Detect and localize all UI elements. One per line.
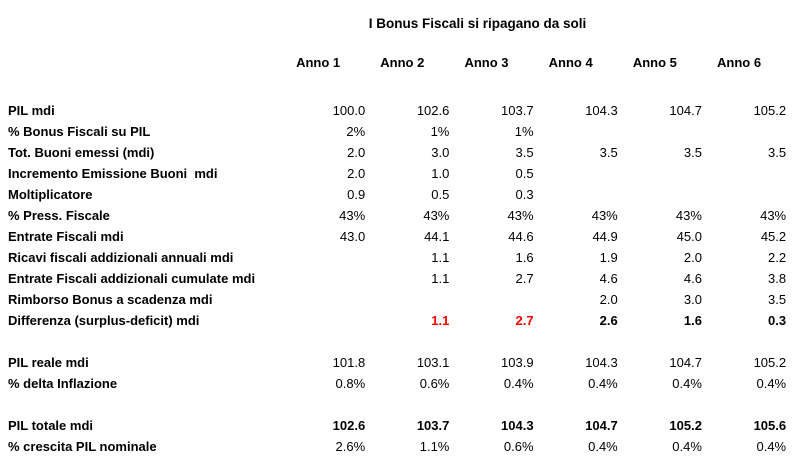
cell: 0.3 <box>515 187 534 202</box>
cell <box>704 184 788 205</box>
cell: 0.6% <box>419 376 450 391</box>
cell: 0.5 <box>431 187 450 202</box>
cell <box>283 268 367 289</box>
table-row <box>8 163 790 184</box>
table-row <box>8 310 790 331</box>
cell: 0.6% <box>503 439 534 454</box>
cell <box>704 394 788 415</box>
cell: 103.7 <box>501 103 534 118</box>
cell: 104.3 <box>501 418 534 433</box>
column-header: Anno 4 <box>548 55 593 70</box>
cell <box>620 163 704 184</box>
table-row <box>8 226 790 247</box>
row-label <box>8 394 283 415</box>
table-row <box>8 142 790 163</box>
header-row <box>8 52 790 73</box>
table-row <box>8 415 790 436</box>
cell: 100.0 <box>332 103 366 118</box>
cell: 43.0 <box>339 229 366 244</box>
cell <box>283 310 367 331</box>
cell: 1% <box>514 124 534 139</box>
cell: 2.7 <box>515 313 534 328</box>
cell: 0.4% <box>588 376 618 391</box>
column-header: Anno 1 <box>296 55 341 70</box>
table-row <box>8 268 790 289</box>
row-label: % Bonus Fiscali su PIL <box>8 124 151 139</box>
cell: 105.2 <box>669 418 702 433</box>
cell: 0.4% <box>672 376 702 391</box>
cell: 2.2 <box>768 250 787 265</box>
cell: 4.6 <box>683 271 702 286</box>
cell: 2% <box>346 124 366 139</box>
spacer-row <box>8 394 790 415</box>
cell: 101.8 <box>332 355 366 370</box>
cell: 103.9 <box>501 355 534 370</box>
table-body <box>8 100 790 457</box>
row-label: Ricavi fiscali addizionali annuali mdi <box>8 250 234 265</box>
cell <box>536 394 620 415</box>
cell: 2.0 <box>347 145 366 160</box>
cell: 3.0 <box>683 292 702 307</box>
cell: 104.7 <box>585 418 618 433</box>
row-label: Entrate Fiscali addizionali cumulate mdi <box>8 271 256 286</box>
cell: 0.4% <box>588 439 618 454</box>
cell: 2.0 <box>683 250 702 265</box>
cell: 0.4% <box>672 439 702 454</box>
cell <box>283 394 367 415</box>
cell: 43% <box>760 208 787 223</box>
cell: 103.7 <box>416 418 450 433</box>
cell: 44.9 <box>592 229 618 244</box>
cell: 104.3 <box>585 355 618 370</box>
cell: 3.0 <box>431 145 450 160</box>
cell: 44.1 <box>424 229 450 244</box>
column-header: Anno 2 <box>380 55 425 70</box>
row-label: Tot. Buoni emessi (mdi) <box>8 145 155 160</box>
cell: 3.5 <box>768 145 787 160</box>
cell <box>536 331 620 352</box>
table-row <box>8 436 790 457</box>
row-label <box>8 331 283 352</box>
cell: 2.6 <box>599 313 618 328</box>
cell: 0.9 <box>347 187 366 202</box>
cell <box>451 331 535 352</box>
cell <box>536 121 620 142</box>
cell: 3.5 <box>515 145 534 160</box>
row-label: PIL mdi <box>8 103 55 118</box>
cell <box>536 184 620 205</box>
cell: 3.5 <box>599 145 618 160</box>
cell: 0.5 <box>515 166 534 181</box>
cell: 0.8% <box>335 376 366 391</box>
column-header: Anno 3 <box>464 55 509 70</box>
cell: 44.6 <box>508 229 534 244</box>
cell: 1.6 <box>515 250 534 265</box>
cell <box>367 331 451 352</box>
table-row <box>8 100 790 121</box>
cell: 43% <box>423 208 450 223</box>
table-row <box>8 184 790 205</box>
cell <box>620 394 704 415</box>
table-row <box>8 352 790 373</box>
row-label: Moltiplicatore <box>8 187 93 202</box>
cell: 43% <box>339 208 366 223</box>
cell <box>620 184 704 205</box>
cell: 0.4% <box>756 376 787 391</box>
cell <box>704 331 788 352</box>
cell <box>283 247 367 268</box>
row-label: PIL totale mdi <box>8 418 93 433</box>
cell <box>367 289 451 310</box>
row-label: % crescita PIL nominale <box>8 439 157 454</box>
cell <box>451 394 535 415</box>
table-row <box>8 121 790 142</box>
cell: 2.7 <box>515 271 534 286</box>
cell: 1% <box>430 124 450 139</box>
cell <box>451 289 535 310</box>
cell <box>283 331 367 352</box>
cell <box>620 331 704 352</box>
cell: 103.1 <box>416 355 450 370</box>
cell: 1.6 <box>683 313 702 328</box>
row-label: Differenza (surplus-deficit) mdi <box>8 313 200 328</box>
cell: 1.0 <box>431 166 450 181</box>
cell: 0.4% <box>503 376 534 391</box>
cell: 105.2 <box>753 355 787 370</box>
cell: 0.4% <box>756 439 787 454</box>
cell: 102.6 <box>416 103 450 118</box>
cell: 104.7 <box>669 355 702 370</box>
cell <box>367 394 451 415</box>
cell: 104.7 <box>669 103 702 118</box>
column-header: Anno 6 <box>717 55 762 70</box>
cell: 3.8 <box>768 271 787 286</box>
cell: 4.6 <box>599 271 618 286</box>
cell <box>704 163 788 184</box>
table-row <box>8 247 790 268</box>
cell: 105.2 <box>753 103 787 118</box>
row-label: % delta Inflazione <box>8 376 118 391</box>
page-title: I Bonus Fiscali si ripagano da soli <box>368 16 587 31</box>
cell: 45.0 <box>676 229 702 244</box>
cell <box>283 289 367 310</box>
cell: 2.0 <box>347 166 366 181</box>
cell: 43% <box>507 208 534 223</box>
cell: 3.5 <box>768 292 787 307</box>
row-label: Entrate Fiscali mdi <box>8 229 124 244</box>
table-row <box>8 373 790 394</box>
column-header: Anno 5 <box>632 55 677 70</box>
row-label: Incremento Emissione Buoni mdi <box>8 166 218 181</box>
cell: 2.0 <box>599 292 618 307</box>
cell: 1.1% <box>419 439 450 454</box>
spacer-row <box>8 331 790 352</box>
cell: 1.9 <box>599 250 618 265</box>
header-spacer <box>8 52 283 73</box>
row-label: % Press. Fiscale <box>8 208 110 223</box>
cell: 1.1 <box>431 313 450 328</box>
cell: 102.6 <box>332 418 366 433</box>
cell: 2.6% <box>335 439 366 454</box>
cell <box>704 121 788 142</box>
cell: 45.2 <box>760 229 787 244</box>
cell: 0.3 <box>768 313 787 328</box>
table-row <box>8 289 790 310</box>
cell <box>536 163 620 184</box>
cell: 1.1 <box>431 250 450 265</box>
table-row <box>8 205 790 226</box>
cell: 105.6 <box>753 418 787 433</box>
cell: 43% <box>591 208 618 223</box>
data-table <box>8 52 790 457</box>
cell: 104.3 <box>585 103 618 118</box>
cell: 1.1 <box>431 271 450 286</box>
cell <box>620 121 704 142</box>
row-label: Rimborso Bonus a scadenza mdi <box>8 292 213 307</box>
row-label: PIL reale mdi <box>8 355 89 370</box>
cell: 43% <box>675 208 702 223</box>
cell: 3.5 <box>683 145 702 160</box>
